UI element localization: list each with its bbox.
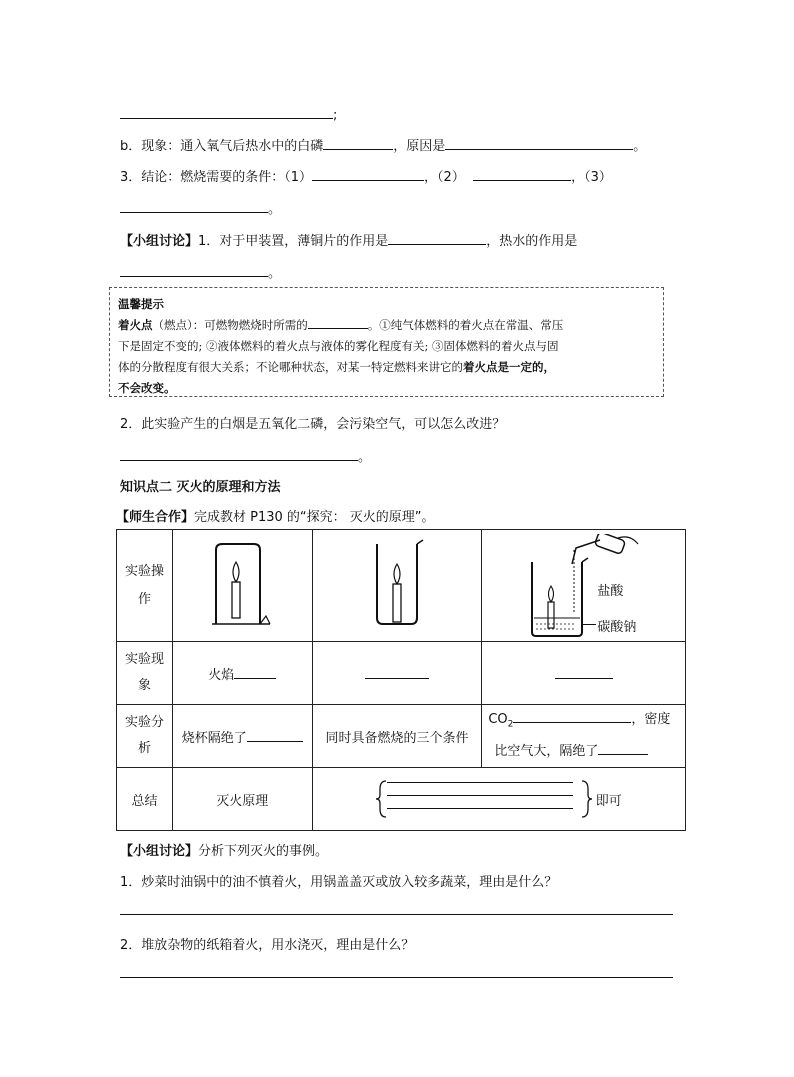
discussion-2-text: 分析下列灭火的事例。	[198, 844, 329, 859]
summary-blank-3[interactable]	[387, 808, 573, 809]
tip-title: 温馨提示	[118, 297, 164, 311]
summary-label: 灭火原理	[172, 768, 312, 831]
cond-2-label: ，（2）	[424, 170, 465, 185]
tip-line-4: 不会改变。	[118, 381, 176, 395]
tip-box	[109, 287, 664, 397]
discussion-1-q1: 1．对于甲装置，薄铜片的作用是	[198, 234, 389, 249]
analysis-2: 同时具备燃烧的三个条件	[312, 705, 482, 768]
summary-end: 即可	[595, 794, 622, 809]
phenomenon-1	[172, 642, 312, 705]
line-b	[120, 135, 646, 154]
discussion-2	[120, 840, 328, 859]
beaker-inverted-candle-icon	[202, 538, 282, 630]
discussion-1-heading: 【小组讨论】	[120, 234, 199, 249]
copper-blank[interactable]	[388, 230, 486, 245]
line-conclusion	[120, 166, 612, 185]
discussion-1	[120, 230, 577, 249]
table-row-analysis	[117, 705, 686, 768]
q2-end: 。	[358, 450, 372, 465]
phenomenon-2	[312, 642, 482, 705]
discussion-2-answer-1[interactable]	[120, 914, 673, 915]
tip-line-1	[118, 315, 655, 336]
question-2: 2．此实验产生的白烟是五氧化二磷，会污染空气，可以怎么改进？	[120, 417, 506, 432]
co2-text: CO	[488, 711, 508, 727]
analysis-3-blank-1[interactable]	[513, 708, 631, 723]
label-hcl: 盐酸	[597, 584, 624, 599]
row-label-summary: 总结	[117, 768, 173, 831]
tip-line-3	[118, 357, 655, 378]
analysis-1	[172, 705, 312, 768]
summary-answers	[312, 768, 685, 831]
coop-text: 完成教材 P130 的“探究： 灭火的原理”。	[194, 510, 435, 525]
phenomenon-3-blank[interactable]	[555, 664, 613, 679]
discussion-2-answer-2[interactable]	[120, 977, 673, 978]
analysis-3-heavier: 比空气大，隔绝了	[494, 744, 599, 760]
tip-line-1-b: （燃点）：可燃物燃烧时所需的	[152, 318, 308, 332]
phenomenon-2-blank[interactable]	[365, 664, 429, 679]
row-label-analysis-text: 实验分析	[124, 715, 164, 756]
experiment-image-3	[482, 530, 686, 642]
row-label-phenomenon	[117, 642, 173, 705]
cond-1-blank[interactable]	[312, 166, 424, 181]
b-end: 。	[633, 139, 647, 154]
experiment-image-2	[312, 530, 482, 642]
table-row-phenomenon	[117, 642, 686, 705]
discussion-2-heading: 【小组讨论】	[120, 844, 199, 859]
tip-line-3-b: 着火点是一定的，	[463, 360, 555, 374]
tip-line-3-a: 体的分散程度有很大关系；不论哪种状态，对某一特定燃料来讲它的	[118, 360, 463, 374]
tip-line-1-c: 。①纯气体燃料的着火点在常温、常压	[367, 318, 564, 332]
b-blank-2[interactable]	[445, 135, 633, 150]
analysis-3-density: ，密度	[631, 711, 671, 727]
phenomenon-3	[482, 642, 686, 705]
teacher-coop	[116, 506, 435, 525]
table-row-operation	[117, 530, 686, 642]
question-2-answer[interactable]	[120, 446, 371, 465]
na2co3-pointer	[582, 624, 596, 625]
summary-brace-icon	[374, 779, 594, 819]
co2-subscript: 2	[507, 719, 514, 730]
label-na2co3: 碳酸钠	[597, 620, 637, 635]
b-blank-1[interactable]	[323, 135, 393, 150]
tip-line-2: 下是固定不变的; ②液体燃料的着火点与液体的雾化程度有关; ③固体燃料的着火点与固	[118, 339, 559, 353]
hot-water-line[interactable]	[120, 262, 281, 281]
hot-water-end: 。	[268, 266, 282, 281]
cond-3-label: ，（3）	[571, 170, 612, 185]
summary-blank-2[interactable]	[387, 795, 573, 796]
b-mid: ，原因是	[393, 139, 446, 154]
row-label-analysis	[117, 705, 173, 768]
analysis-3-line-1	[488, 706, 685, 739]
analysis-3	[482, 705, 686, 768]
row-label-operation-text: 实验操作	[124, 563, 164, 607]
cond-3-line[interactable]	[120, 198, 281, 217]
summary-blank-1[interactable]	[387, 782, 573, 783]
analysis-1-label: 烧杯隔绝了	[181, 730, 247, 746]
table-row-summary	[117, 768, 686, 831]
analysis-3-line-2	[488, 738, 685, 766]
phenomenon-1-blank[interactable]	[234, 664, 276, 679]
cond-3-end: 。	[268, 202, 282, 217]
analysis-1-blank[interactable]	[247, 727, 303, 742]
discussion-2-q2: 2．堆放杂物的纸箱着火，用水浇灭，理由是什么？	[120, 938, 415, 953]
b-label: b．现象：通入氧气后热水中的白磷	[120, 139, 324, 154]
phenomenon-1-label: 火焰	[208, 667, 235, 683]
tip-term: 着火点	[118, 318, 153, 332]
cond-2-blank[interactable]	[473, 166, 571, 181]
semicolon: ;	[333, 108, 338, 123]
conclusion-label: 3．结论：燃烧需要的条件：（1）	[120, 170, 313, 185]
answer-line-a[interactable]	[120, 104, 337, 123]
row-label-phenomenon-text: 实验现象	[124, 652, 164, 693]
tip-blank[interactable]	[308, 316, 368, 329]
section-2-title: 知识点二 灭火的原理和方法	[120, 480, 281, 495]
analysis-3-blank-2[interactable]	[598, 740, 648, 755]
beaker-candle-icon	[357, 538, 437, 630]
discussion-2-q1: 1．炒菜时油锅中的油不慎着火，用锅盖盖灭或放入较多蔬菜，理由是什么？	[120, 875, 558, 890]
experiment-image-1	[172, 530, 312, 642]
coop-heading: 【师生合作】	[116, 510, 195, 525]
discussion-1-mid: ，热水的作用是	[486, 234, 578, 249]
row-label-operation	[117, 530, 173, 642]
experiment-table	[116, 529, 686, 831]
